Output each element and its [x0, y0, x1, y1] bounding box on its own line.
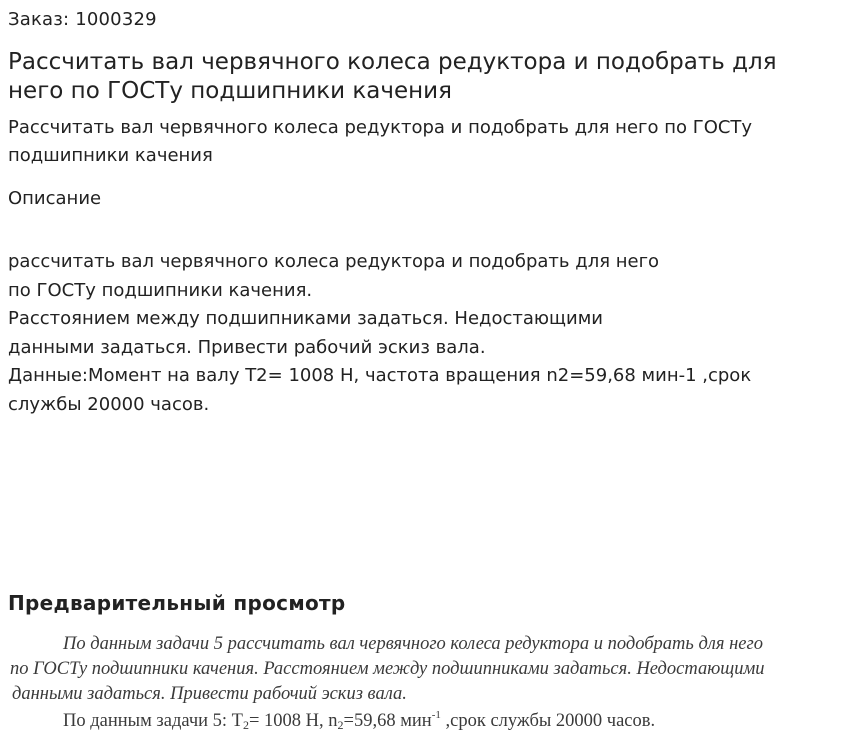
description-line: Расстоянием между подшипниками задаться. Недостающими	[8, 308, 603, 330]
preview-data-line	[63, 709, 655, 733]
preview-subscript: 2	[242, 718, 249, 732]
description-line: Данные:Момент на валу Т2= 1008 Н, частота вращения n2=59,68 мин-1 ,срок	[8, 365, 752, 387]
description-body	[8, 248, 838, 420]
preview-heading: Предварительный просмотр	[8, 591, 346, 615]
preview-superscript: -1	[431, 709, 441, 721]
preview-data-prefix: По данным задачи 5: Т	[63, 711, 243, 731]
preview-line: По данным задачи 5 рассчитать вал червячного колеса редуктора и подобрать для него	[63, 634, 763, 654]
preview-data-mid2: =59,68 мин	[343, 711, 432, 731]
description-heading: Описание	[8, 188, 102, 209]
description-line: по ГОСТу подшипники качения.	[8, 279, 313, 301]
preview-data-suffix: ,срок службы 20000 часов.	[440, 711, 656, 731]
preview-line: данными задаться. Привести рабочий эскиз вала.	[12, 684, 407, 704]
description-line: службы 20000 часов.	[8, 393, 210, 415]
preview-subscript: 2	[337, 718, 344, 732]
page-title: Рассчитать вал червячного колеса редуктора и подобрать для него по ГОСТу подшипники качения	[8, 49, 777, 104]
preview-image	[0, 628, 847, 744]
order-number: Заказ: 1000329	[8, 9, 157, 30]
page-subtitle: Рассчитать вал червячного колеса редуктора и подобрать для него по ГОСТу подшипники качения	[8, 117, 753, 166]
preview-line: по ГОСТу подшипники качения. Расстоянием между подшипниками задаться. Недостающими	[10, 659, 765, 679]
preview-data-mid: = 1008 Н, n	[248, 711, 338, 731]
description-line: данными задаться. Привести рабочий эскиз вала.	[8, 336, 486, 358]
description-line: рассчитать вал червячного колеса редуктора и подобрать для него	[8, 251, 660, 272]
